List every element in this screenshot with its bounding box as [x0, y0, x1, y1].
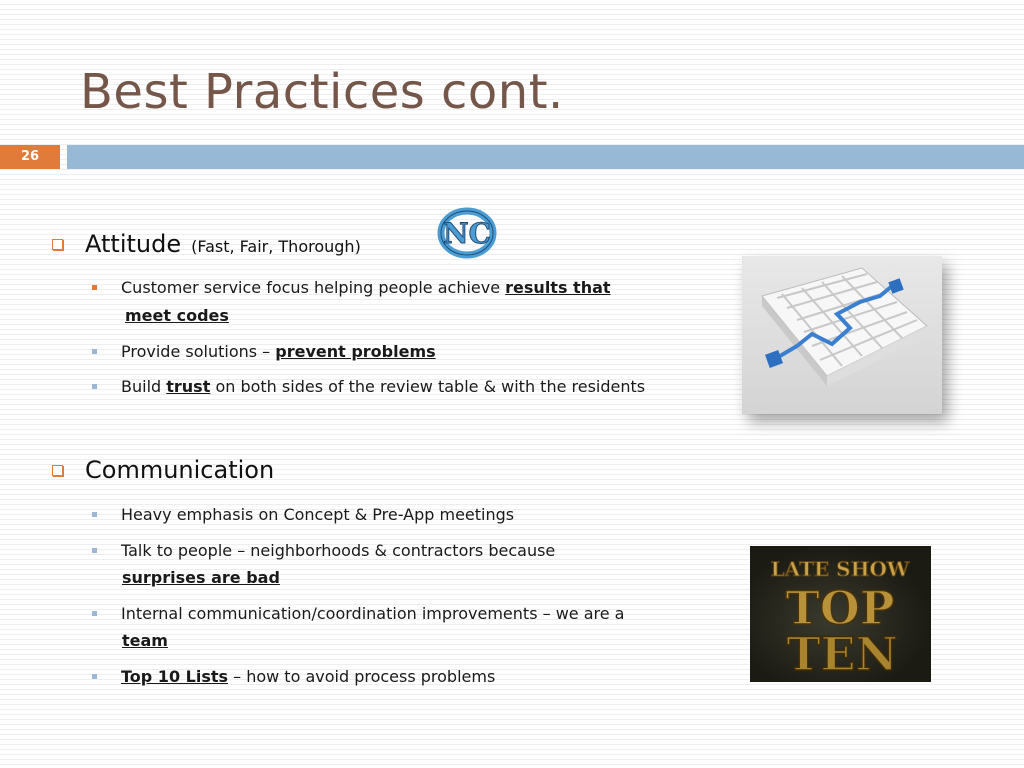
item-emphasis: surprises are bad: [122, 568, 280, 587]
square-bullet-icon: [92, 548, 97, 553]
bullet-communication: [52, 456, 274, 484]
item-emphasis: prevent problems: [275, 342, 436, 361]
list-item: [92, 663, 495, 691]
late-show-top-ten-image: [750, 546, 931, 682]
square-bullet-icon: [92, 384, 97, 389]
unc-logo-icon: [437, 203, 497, 263]
title-divider-bar: [67, 145, 1024, 169]
item-text: – how to avoid process problems: [228, 667, 496, 686]
maze-image: [742, 256, 942, 414]
item-text: Talk to people – neighborhoods & contractors because: [121, 541, 556, 560]
list-item: [92, 338, 436, 366]
item-emphasis: results that: [505, 278, 611, 297]
top-ten-logo: [750, 546, 931, 682]
square-bullet-icon: [92, 349, 97, 354]
slide-title: Best Practices cont.: [80, 64, 564, 120]
item-text: on both sides of the review table & with the residents: [210, 377, 646, 396]
list-item-continuation: [125, 302, 229, 330]
item-text: Customer service focus helping people achieve: [121, 278, 506, 297]
maze-illustration: [742, 256, 942, 414]
top-ten-line3: TEN: [786, 627, 898, 681]
square-bullet-icon: [92, 285, 97, 290]
list-item: [92, 600, 624, 628]
square-bullet-icon: [92, 611, 97, 616]
square-bullet-icon: [92, 512, 97, 517]
square-bullet-icon: [92, 674, 97, 679]
item-emphasis: meet codes: [125, 306, 229, 325]
item-text: Internal communication/coordination improvements – we are a: [121, 604, 625, 623]
list-item: [92, 537, 555, 565]
item-emphasis: Top 10 Lists: [121, 667, 229, 686]
list-item: [92, 274, 611, 302]
list-item: [92, 373, 645, 401]
bullet-attitude: [52, 230, 361, 258]
slide-number: 26: [0, 145, 60, 169]
top-ten-line2: TOP: [785, 581, 895, 635]
list-item-continuation: [122, 564, 280, 592]
unc-logo-letters: NC: [443, 217, 491, 250]
square-bullet-icon: [52, 239, 63, 250]
item-emphasis: team: [122, 631, 168, 650]
item-emphasis: trust: [166, 377, 211, 396]
square-bullet-icon: [52, 465, 63, 476]
list-item: [92, 501, 514, 529]
item-text: Build: [121, 377, 167, 396]
top-ten-line1: LATE SHOW: [770, 557, 910, 581]
item-text: Heavy emphasis on Concept & Pre-App meetings: [121, 505, 515, 524]
item-text: Provide solutions –: [121, 342, 276, 361]
list-item-continuation: [122, 627, 168, 655]
attitude-heading: Attitude: [85, 230, 182, 258]
communication-heading: Communication: [85, 456, 275, 484]
attitude-subheading: (Fast, Fair, Thorough): [191, 237, 361, 256]
